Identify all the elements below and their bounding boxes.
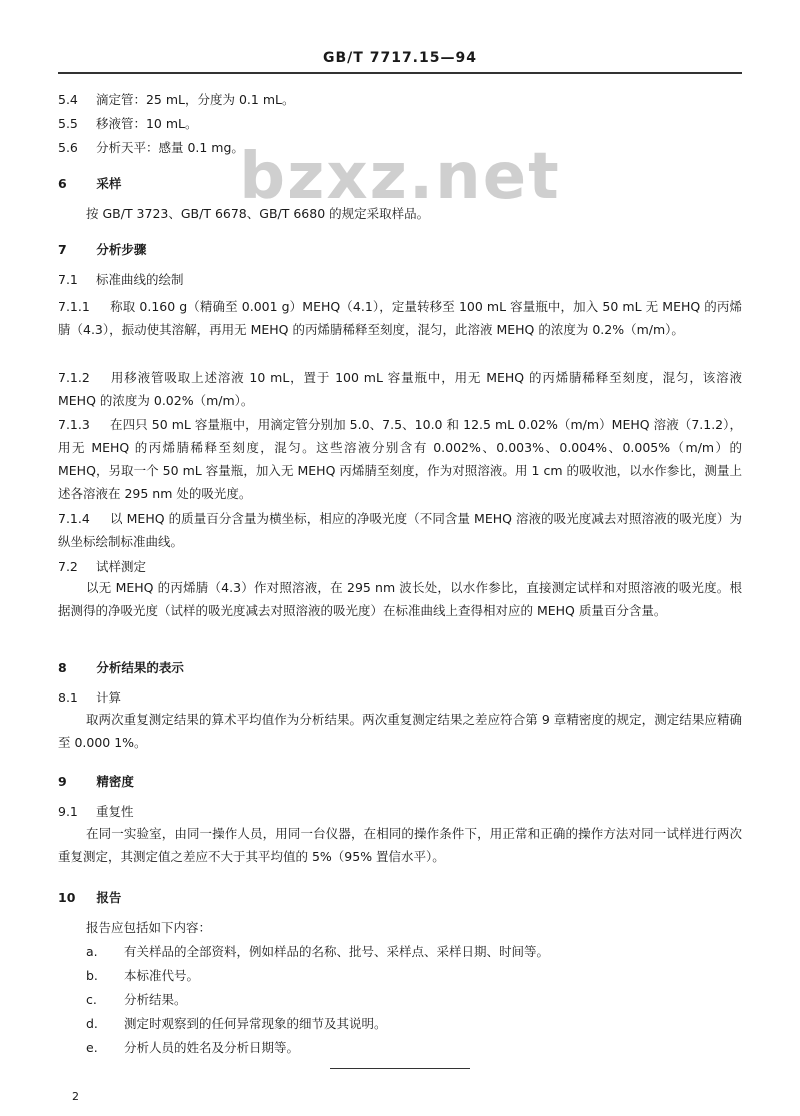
item-text: 分析结果。 — [123, 992, 187, 1007]
standard-number: GB/T 7717.15—94 — [323, 50, 477, 66]
item-text: 有关样品的全部资料，例如样品的名称、批号、采样点、采样日期、时间等。 — [123, 944, 549, 959]
section-6-body: 按 GB/T 3723、GB/T 6678、GB/T 6680 的规定采取样品。 — [86, 206, 430, 221]
section-title: 采样 — [96, 176, 122, 191]
clause-text: 分析天平：感量 0.1 mg。 — [95, 140, 244, 155]
report-item — [86, 968, 199, 984]
footer-rule — [330, 1068, 470, 1069]
report-item — [86, 1016, 387, 1032]
clause-number: 5.4 — [58, 92, 78, 107]
item-mark: d. — [86, 1016, 98, 1031]
clause-text: 称取 0.160 g（精确至 0.001 g）MEHQ（4.1），定量转移至 100 mL 容量瓶中，加入 50 mL 无 MEHQ 的丙烯腈（4.3），振动使其溶解，再用无 MEHQ 的丙烯腈稀释至刻度，混匀，此溶液 MEHQ 的浓度为 0.2%（m/m）。 — [58, 299, 742, 337]
section-10-heading — [58, 890, 121, 906]
clause-8-1-heading — [58, 690, 121, 706]
clause-number: 7.1.3 — [58, 417, 90, 432]
item-mark: b. — [86, 968, 98, 983]
section-number: 10 — [58, 890, 76, 905]
section-title: 报告 — [96, 890, 122, 905]
item-mark: a. — [86, 944, 98, 959]
section-8-heading — [58, 660, 184, 676]
clause-title: 标准曲线的绘制 — [95, 272, 184, 287]
section-number: 7 — [58, 242, 67, 257]
clause-9-1-body: 在同一实验室，由同一操作人员，用同一台仪器，在相同的操作条件下，用正常和正确的操作方法对同一试样进行两次重复测定，其测定值之差应不大于其平均值的 5%（95% 置信水平）。 — [58, 826, 742, 864]
section-title: 分析步骤 — [96, 242, 147, 257]
header-rule — [58, 72, 742, 74]
clause-7-1-1 — [58, 295, 742, 341]
clause-text: 以 MEHQ 的质量百分含量为横坐标，相应的净吸光度（不同含量 MEHQ 溶液的吸光度减去对照溶液的吸光度）为纵坐标绘制标准曲线。 — [58, 511, 742, 549]
clause-7-1-4 — [58, 507, 742, 553]
clause-number: 5.6 — [58, 140, 78, 155]
clause-9-1-heading — [58, 804, 134, 820]
clause-8-1-body: 取两次重复测定结果的算术平均值作为分析结果。两次重复测定结果之差应符合第 9 章精密度的规定，测定结果应精确至 0.000 1%。 — [58, 712, 742, 750]
clause-number: 7.1.4 — [58, 511, 90, 526]
section-number: 8 — [58, 660, 67, 675]
report-intro: 报告应包括如下内容： — [86, 920, 212, 935]
item-mark: c. — [86, 992, 97, 1007]
clause-text: 滴定管：25 mL，分度为 0.1 mL。 — [95, 92, 295, 107]
clause-number: 7.1.2 — [58, 370, 90, 385]
clause-text: 在四只 50 mL 容量瓶中，用滴定管分别加 5.0、7.5、10.0 和 12.5 mL 0.02%（m/m）MEHQ 溶液（7.1.2），用无 MEHQ 的丙烯腈稀释至刻度，混匀。这些溶液分别含有 0.002%、0.003%、0.004%、0.005%（m/m）的 MEHQ，另取一个 50 mL 容量瓶，加入无 MEHQ 丙烯腈至刻度，作为对照溶液。用 1 cm 的吸收池，以水作参比，测量上述各溶液在 295 nm 处的吸光度。 — [58, 417, 742, 501]
clause-5-5 — [58, 116, 198, 132]
item-text: 测定时观察到的任何异常现象的细节及其说明。 — [123, 1016, 387, 1031]
clause-number: 8.1 — [58, 690, 78, 705]
clause-5-6 — [58, 140, 244, 156]
clause-text: 移液管：10 mL。 — [95, 116, 198, 131]
section-number: 6 — [58, 176, 67, 191]
clause-title: 重复性 — [95, 804, 134, 819]
clause-7-2-heading — [58, 559, 146, 575]
section-title: 分析结果的表示 — [96, 660, 184, 675]
watermark: bzxz.net — [239, 140, 561, 214]
report-item — [86, 944, 549, 960]
clause-number: 7.2 — [58, 559, 78, 574]
clause-number: 5.5 — [58, 116, 78, 131]
clause-5-4 — [58, 92, 294, 108]
section-9-heading — [58, 774, 134, 790]
item-text: 分析人员的姓名及分析日期等。 — [123, 1040, 299, 1055]
section-6-heading — [58, 176, 121, 192]
clause-title: 试样测定 — [95, 559, 146, 574]
section-number: 9 — [58, 774, 67, 789]
clause-title: 计算 — [95, 690, 121, 705]
clause-7-1-3 — [58, 413, 742, 505]
clause-7-1-heading — [58, 272, 184, 288]
section-7-heading — [58, 242, 146, 258]
item-mark: e. — [86, 1040, 98, 1055]
clause-7-1-2 — [58, 366, 742, 412]
section-title: 精密度 — [96, 774, 134, 789]
clause-text: 用移液管吸取上述溶液 10 mL，置于 100 mL 容量瓶中，用无 MEHQ 的丙烯腈稀释至刻度，混匀，该溶液 MEHQ 的浓度为 0.02%（m/m）。 — [58, 370, 742, 408]
clause-7-2-body: 以无 MEHQ 的丙烯腈（4.3）作对照溶液，在 295 nm 波长处，以水作参比，直接测定试样和对照溶液的吸光度。根据测得的净吸光度（试样的吸光度减去对照溶液的吸光度）在标准曲线上查得相对应的 MEHQ 质量百分含量。 — [58, 580, 742, 618]
clause-number: 7.1 — [58, 272, 78, 287]
page-number: 2 — [72, 1090, 79, 1103]
clause-number: 7.1.1 — [58, 299, 90, 314]
clause-number: 9.1 — [58, 804, 78, 819]
report-item — [86, 1040, 299, 1056]
report-item — [86, 992, 187, 1008]
item-text: 本标准代号。 — [123, 968, 199, 983]
